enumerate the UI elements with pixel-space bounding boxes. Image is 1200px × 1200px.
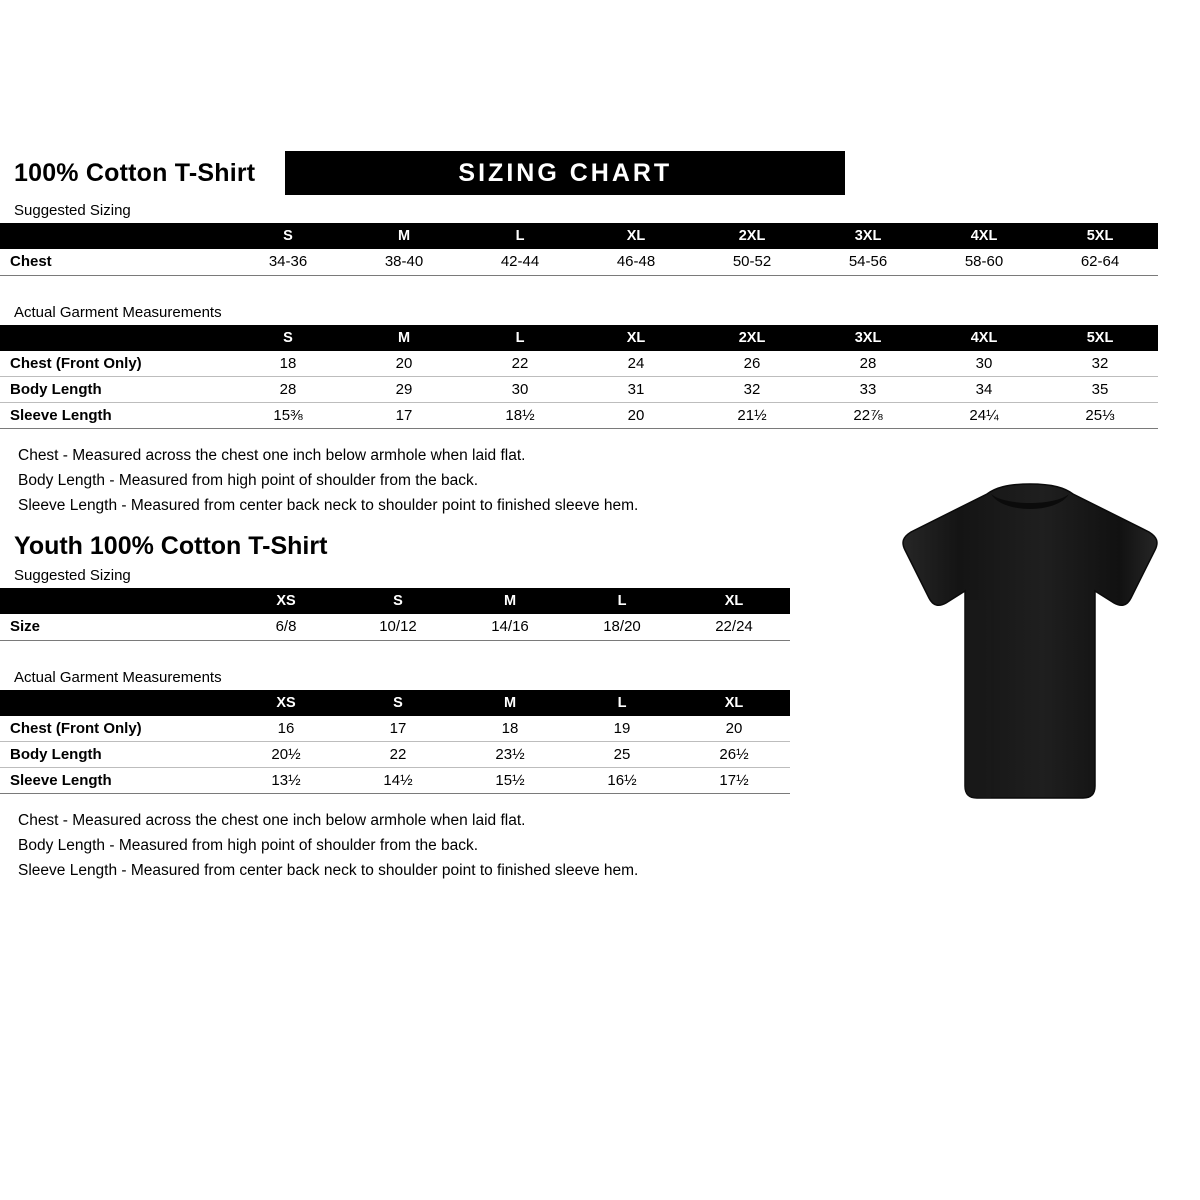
- note-sleeve-length: Sleeve Length - Measured from center back neck to shoulder point to finished sleeve hem.: [18, 862, 639, 879]
- col-header: S: [393, 694, 403, 711]
- note-chest: Chest - Measured across the chest one inch below armhole when laid flat.: [18, 812, 526, 829]
- cell: 21½: [694, 403, 810, 429]
- col-header: S: [283, 329, 293, 346]
- cell: 13½: [230, 768, 342, 794]
- youth-suggested-table: [0, 588, 790, 641]
- cell: 18½: [462, 403, 578, 429]
- col-header: L: [515, 228, 525, 244]
- cell: 29: [346, 377, 462, 403]
- table-row: [0, 403, 1158, 429]
- cell: 15½: [454, 768, 566, 794]
- table-row: [0, 716, 790, 742]
- cell: 22⅞: [810, 403, 926, 429]
- row-label: Size: [0, 614, 230, 640]
- table-row: [0, 614, 790, 640]
- cell: 54-56: [810, 249, 926, 275]
- col-header: [0, 690, 230, 716]
- table-row: [0, 377, 1158, 403]
- cell: 38-40: [346, 249, 462, 275]
- adult-suggested-label: Suggested Sizing: [14, 202, 131, 219]
- cell: 14/16: [454, 614, 566, 640]
- adult-header-row: [0, 150, 1200, 196]
- adult-actual-label: Actual Garment Measurements: [14, 303, 222, 321]
- col-header: [0, 325, 230, 351]
- cell: 20½: [230, 742, 342, 768]
- cell: 25: [566, 742, 678, 768]
- cell: 32: [1042, 351, 1158, 377]
- col-header: L: [617, 694, 627, 711]
- sizing-chart-banner: SIZING CHART: [285, 151, 845, 195]
- youth-actual-label: Actual Garment Measurements: [14, 668, 222, 686]
- cell: 26½: [678, 742, 790, 768]
- cell: 16: [230, 716, 342, 742]
- col-header: L: [515, 329, 525, 346]
- col-header: XL: [724, 694, 744, 711]
- col-header: L: [617, 593, 627, 609]
- table-row: [0, 249, 1158, 275]
- row-label: Chest: [0, 249, 230, 275]
- col-header: [0, 588, 230, 614]
- cell: 16½: [566, 768, 678, 794]
- cell: 32: [694, 377, 810, 403]
- cell: 17: [342, 716, 454, 742]
- table-header-row: [0, 690, 790, 716]
- cell: 18: [454, 716, 566, 742]
- col-header: S: [393, 593, 403, 609]
- col-header: S: [283, 228, 293, 244]
- cell: 6/8: [230, 614, 342, 640]
- cell: 20: [346, 351, 462, 377]
- note-chest: Chest - Measured across the chest one inch below armhole when laid flat.: [18, 447, 526, 464]
- cell: 26: [694, 351, 810, 377]
- col-header: XL: [724, 593, 744, 609]
- note-sleeve-length: Sleeve Length - Measured from center back neck to shoulder point to finished sleeve hem.: [18, 497, 639, 514]
- youth-title: Youth 100% Cotton T-Shirt: [14, 532, 328, 560]
- col-header: 3XL: [854, 329, 882, 346]
- cell: 17: [346, 403, 462, 429]
- row-label: Body Length: [0, 742, 230, 768]
- cell: 34: [926, 377, 1042, 403]
- row-label: Chest (Front Only): [0, 351, 230, 377]
- cell: 20: [678, 716, 790, 742]
- row-label: Body Length: [0, 377, 230, 403]
- table-row: [0, 351, 1158, 377]
- cell: 34-36: [230, 249, 346, 275]
- cell: 30: [462, 377, 578, 403]
- cell: 22: [342, 742, 454, 768]
- cell: 25⅓: [1042, 403, 1158, 429]
- cell: 18: [230, 351, 346, 377]
- col-header: 5XL: [1086, 228, 1114, 244]
- col-header: 2XL: [738, 329, 766, 346]
- cell: 23½: [454, 742, 566, 768]
- cell: 58-60: [926, 249, 1042, 275]
- cell: 62-64: [1042, 249, 1158, 275]
- cell: 35: [1042, 377, 1158, 403]
- cell: 28: [810, 351, 926, 377]
- youth-notes: [0, 808, 1200, 883]
- table-row: [0, 768, 790, 794]
- youth-measurements-table: [0, 690, 790, 795]
- col-header: M: [397, 329, 411, 346]
- tshirt-image: [895, 480, 1165, 810]
- page-title: 100% Cotton T-Shirt: [14, 158, 256, 187]
- col-header: XL: [626, 329, 646, 346]
- youth-suggested-label: Suggested Sizing: [14, 567, 131, 584]
- adult-measurements-table: [0, 325, 1158, 430]
- table-row: [0, 742, 790, 768]
- col-header: 4XL: [970, 329, 998, 346]
- cell: 31: [578, 377, 694, 403]
- cell: 18/20: [566, 614, 678, 640]
- cell: 28: [230, 377, 346, 403]
- cell: 14½: [342, 768, 454, 794]
- note-body-length: Body Length - Measured from high point of shoulder from the back.: [18, 472, 479, 489]
- col-header: XS: [276, 593, 296, 609]
- cell: 22/24: [678, 614, 790, 640]
- cell: 17½: [678, 768, 790, 794]
- cell: 33: [810, 377, 926, 403]
- cell: 22: [462, 351, 578, 377]
- note-body-length: Body Length - Measured from high point of shoulder from the back.: [18, 837, 479, 854]
- adult-suggested-table: [0, 223, 1158, 276]
- cell: 19: [566, 716, 678, 742]
- row-label: Sleeve Length: [0, 768, 230, 794]
- row-label: Chest (Front Only): [0, 716, 230, 742]
- cell: 30: [926, 351, 1042, 377]
- cell: 20: [578, 403, 694, 429]
- cell: 46-48: [578, 249, 694, 275]
- cell: 10/12: [342, 614, 454, 640]
- col-header: M: [503, 593, 517, 609]
- cell: 24: [578, 351, 694, 377]
- cell: 50-52: [694, 249, 810, 275]
- table-header-row: [0, 223, 1158, 249]
- col-header: [0, 223, 230, 249]
- col-header: XL: [626, 228, 646, 244]
- cell: 24¼: [926, 403, 1042, 429]
- table-header-row: [0, 588, 790, 614]
- col-header: 5XL: [1086, 329, 1114, 346]
- col-header: 4XL: [970, 228, 998, 244]
- col-header: XS: [276, 694, 296, 711]
- col-header: M: [397, 228, 411, 244]
- col-header: M: [503, 694, 517, 711]
- col-header: 3XL: [854, 228, 882, 244]
- col-header: 2XL: [738, 228, 766, 244]
- cell: 42-44: [462, 249, 578, 275]
- table-header-row: [0, 325, 1158, 351]
- row-label: Sleeve Length: [0, 403, 230, 429]
- cell: 15⅜: [230, 403, 346, 429]
